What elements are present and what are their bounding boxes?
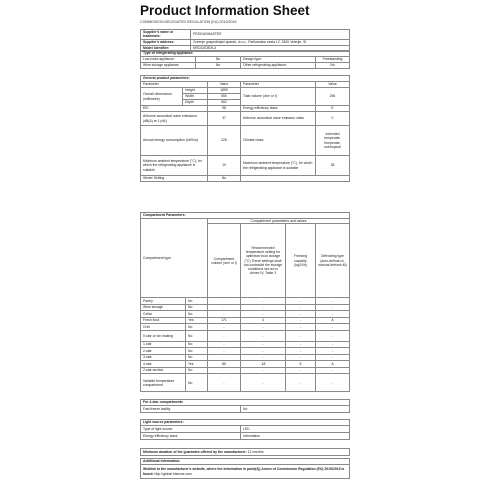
table-cell: - xyxy=(316,354,350,361)
winter-setting-value: No xyxy=(208,176,241,182)
other-appliance-label: Other refrigerating appliance: xyxy=(241,63,316,69)
light-source-table xyxy=(140,419,350,440)
model-identifier-label: Model identifier: xyxy=(141,45,191,51)
table-row: Cellar xyxy=(141,311,186,318)
table-cell: - xyxy=(208,298,241,305)
table-cell: - xyxy=(286,341,316,348)
eei-value: 98 xyxy=(208,106,241,112)
table-row: Pantry xyxy=(141,298,186,305)
table-row: Wine storage xyxy=(141,304,186,311)
table-cell: Yes xyxy=(186,361,208,368)
col-head-parameter: Parameter xyxy=(141,82,208,88)
supplier-address-value: Gorenje gospodinjski aparati, d.o.o., Partizanska cesta 12, 3320 Velenje, SI xyxy=(191,39,350,45)
table-cell: No xyxy=(186,324,208,331)
table-cell: - xyxy=(241,354,286,361)
table-row: 3-star xyxy=(141,354,186,361)
col-head-parameter-2: Parameter xyxy=(241,82,316,88)
climate-class-label: Climate class: xyxy=(241,126,316,156)
defrosting-type-col-header: Defrosting type (auto-defrost=A, manual defrost=M) xyxy=(316,224,350,298)
winter-setting-empty xyxy=(241,176,350,182)
table-cell: - xyxy=(241,348,286,355)
height-label: Height xyxy=(183,88,208,94)
additional-info-cell xyxy=(141,465,350,479)
table-cell: - xyxy=(286,348,316,355)
guarantee-cell xyxy=(141,449,350,456)
col-head-value-2: Value xyxy=(316,82,350,88)
table-row: 2-star xyxy=(141,348,186,355)
table-cell: No xyxy=(186,354,208,361)
table-cell: - xyxy=(286,311,316,318)
table-cell: - xyxy=(241,298,286,305)
total-volume-label: Total volume (dm³ or l) xyxy=(241,88,316,106)
guarantee-label: Minimum duration of the guarantee offered by the manufacturer: xyxy=(143,449,247,454)
appliance-type-heading: Type of refrigerating appliance: xyxy=(141,51,350,57)
four-star-table xyxy=(140,399,350,413)
table-row: 1-star xyxy=(141,341,186,348)
guarantee-value: 12 months xyxy=(247,449,264,454)
light-class-label: Energy efficiency class xyxy=(141,433,241,440)
general-parameters-heading: General product parameters: xyxy=(141,76,350,82)
light-type-value: LED xyxy=(241,426,350,433)
table-cell: - xyxy=(286,304,316,311)
table-cell: A xyxy=(316,317,350,324)
table-cell: - xyxy=(241,374,286,392)
table-cell: - xyxy=(286,330,316,341)
compartment-params-heading: Compartment parameters and values xyxy=(208,219,350,224)
table-cell: No xyxy=(186,311,208,318)
light-source-heading: Light source parameters: xyxy=(141,420,350,426)
compartment-type-label: Compartment type xyxy=(141,219,208,298)
climate-class-value: extended temperate, temperate, subtropical xyxy=(316,126,350,156)
table-cell: No xyxy=(186,298,208,305)
max-temperature-label: Maximum ambient temperature (°C), for which the refrigerating appliance is suitable xyxy=(241,156,316,176)
table-row: Fresh food xyxy=(141,317,186,324)
table-cell: No xyxy=(186,374,208,392)
table-cell: - xyxy=(241,367,286,374)
energy-class-value: E xyxy=(316,106,350,112)
general-parameters-table xyxy=(140,75,350,182)
total-volume-value: 256 xyxy=(316,88,350,106)
width-label: Width xyxy=(183,94,208,100)
table-cell: - xyxy=(208,348,241,355)
low-noise-value: No xyxy=(196,57,241,63)
table-cell: - xyxy=(208,367,241,374)
design-type-label: Design type: xyxy=(241,57,316,63)
compartment-heading: Compartment Parameters: xyxy=(141,213,350,219)
table-cell: - xyxy=(316,311,350,318)
table-row: Variable temperature compartment xyxy=(141,374,186,392)
supplier-name-value: PRODUKMASTER xyxy=(191,30,350,40)
table-cell: - xyxy=(241,311,286,318)
min-temperature-label: Minimum ambient temperature (°C), for which the refrigerating appliance is suitable xyxy=(141,156,208,176)
table-cell: 4 xyxy=(241,317,286,324)
table-cell: - xyxy=(286,367,316,374)
compartment-table xyxy=(140,212,350,392)
table-cell: - xyxy=(316,330,350,341)
volume-col-header: Compartment volume (dm³ or l) xyxy=(208,224,241,298)
light-class-value: Information xyxy=(241,433,350,440)
table-cell: - xyxy=(316,374,350,392)
table-cell: 85 xyxy=(208,361,241,368)
table-cell: - xyxy=(241,330,286,341)
low-noise-label: Low-noise appliance: xyxy=(141,57,196,63)
manufacturer-weblink[interactable]: http://global.hisense.com xyxy=(154,471,193,476)
table-row: Chill xyxy=(141,324,186,331)
model-identifier-value: NRC6203SXL4 xyxy=(191,45,350,51)
table-cell: - xyxy=(241,341,286,348)
table-cell: - xyxy=(286,317,316,324)
table-cell: 171 xyxy=(208,317,241,324)
table-cell: - xyxy=(208,374,241,392)
annual-energy-label: Annual energy consumption (kWh/a) xyxy=(141,126,208,156)
table-cell: No xyxy=(186,304,208,311)
table-cell: - xyxy=(208,330,241,341)
table-cell: - xyxy=(208,311,241,318)
additional-info-heading: Additional information: xyxy=(141,459,350,465)
sheet-title: Product Information Sheet xyxy=(140,3,310,18)
height-value: 1859 xyxy=(208,88,241,94)
additional-info-table xyxy=(140,458,350,479)
table-row: 2-star section xyxy=(141,367,186,374)
table-row: 4-star xyxy=(141,361,186,368)
noise-class-value: C xyxy=(316,112,350,126)
noise-emission-value: 37 xyxy=(208,112,241,126)
table-cell: - xyxy=(316,348,350,355)
table-cell: No xyxy=(186,330,208,341)
table-cell: -18 xyxy=(241,361,286,368)
dimensions-label: Overall dimensions (millimetre) xyxy=(141,88,183,106)
other-appliance-value: No xyxy=(316,63,350,69)
additional-info-text: Weblink to the manufacturer's website, where the information in point(4)) Annex of Commission Regulation (EU) 2019/2019 is found: xyxy=(143,467,345,476)
table-cell: - xyxy=(286,374,316,392)
table-cell: - xyxy=(316,367,350,374)
fast-freeze-value: No xyxy=(241,406,350,413)
table-cell: 5 xyxy=(286,361,316,368)
fast-freeze-label: Fast freeze facility xyxy=(141,406,241,413)
temperature-setting-col-header: Recommended temperature setting for optimised food storage (°C) These settings shall not contradict the storage conditions set out in Annex IV, Table 3 xyxy=(241,224,286,298)
noise-class-label: Airborne acoustical noise emission class xyxy=(241,112,316,126)
min-temperature-value: 10 xyxy=(208,156,241,176)
noise-emission-label: Airborne acoustical noise emissions (dB(A) re 1 pW) xyxy=(141,112,208,126)
depth-label: Depth xyxy=(183,100,208,106)
regulation-subtitle: COMMISSION DELEGATED REGULATION (EU) 2019/2016 xyxy=(140,20,237,24)
table-cell: Yes xyxy=(186,317,208,324)
table-cell: - xyxy=(208,324,241,331)
table-cell: - xyxy=(316,298,350,305)
table-cell: No xyxy=(186,348,208,355)
table-cell: - xyxy=(316,304,350,311)
supplier-address-label: Supplier's address: xyxy=(141,39,191,45)
annual-energy-value: 226 xyxy=(208,126,241,156)
table-row: 0-star or ice-making xyxy=(141,330,186,341)
table-cell: - xyxy=(208,304,241,311)
wine-storage-value: No xyxy=(196,63,241,69)
table-cell: - xyxy=(286,298,316,305)
table-cell: A xyxy=(316,361,350,368)
supplier-table xyxy=(140,29,350,52)
four-star-heading: For 4-star compartments xyxy=(141,400,350,406)
table-cell: - xyxy=(286,324,316,331)
appliance-type-table xyxy=(140,50,350,69)
supplier-name-label: Supplier's name or trademark: xyxy=(141,30,191,40)
table-cell: - xyxy=(316,324,350,331)
table-cell: - xyxy=(316,341,350,348)
table-cell: No xyxy=(186,367,208,374)
width-value: 550 xyxy=(208,94,241,100)
depth-value: 562 xyxy=(208,100,241,106)
table-cell: No xyxy=(186,341,208,348)
col-head-value: Value xyxy=(208,82,241,88)
guarantee-table xyxy=(140,448,350,456)
wine-storage-label: Wine storage appliance: xyxy=(141,63,196,69)
table-cell: - xyxy=(208,354,241,361)
energy-class-label: Energy efficiency class xyxy=(241,106,316,112)
table-cell: - xyxy=(286,354,316,361)
table-cell: - xyxy=(241,324,286,331)
table-cell: - xyxy=(208,341,241,348)
eei-label: EEI xyxy=(141,106,208,112)
max-temperature-value: 38 xyxy=(316,156,350,176)
design-type-value: Freestanding xyxy=(316,57,350,63)
light-type-label: Type of light source xyxy=(141,426,241,433)
freezing-capacity-col-header: Freezing capacity (kg/24h) xyxy=(286,224,316,298)
table-cell: - xyxy=(241,304,286,311)
winter-setting-label: Winter Setting xyxy=(141,176,208,182)
